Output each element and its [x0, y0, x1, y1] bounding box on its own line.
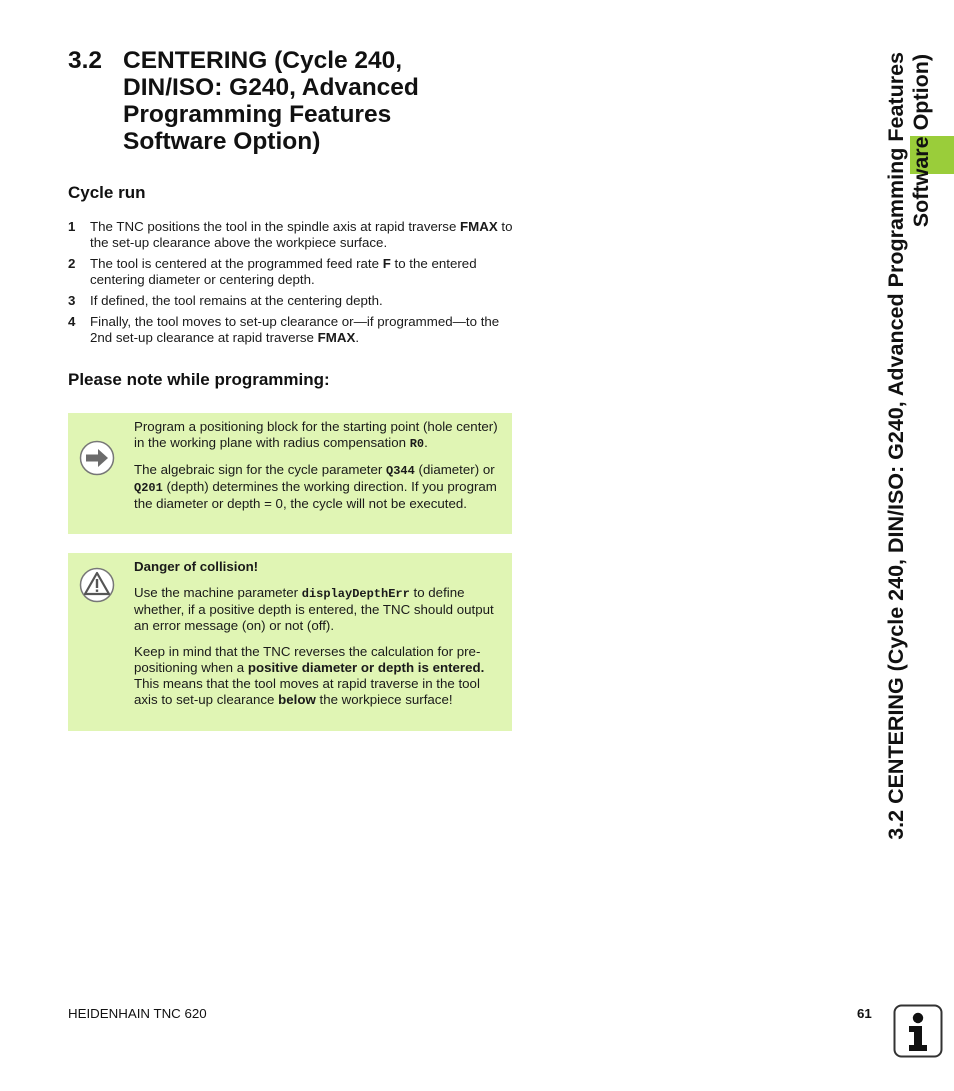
warning-text: Use the machine parameter	[134, 585, 302, 600]
step-number: 1	[68, 219, 76, 234]
section-number: 3.2	[68, 47, 103, 74]
step-bold: F	[382, 256, 391, 271]
step-item	[68, 314, 513, 346]
step-bold: FMAX	[460, 219, 498, 234]
note-paragraph	[134, 462, 504, 512]
step-text: .	[355, 330, 360, 345]
title-line: Programming Features	[123, 101, 392, 128]
warning-paragraph	[134, 644, 504, 708]
step-text: to the entered centering diameter or centering depth.	[90, 256, 477, 287]
footer-product-name: HEIDENHAIN TNC 620	[68, 1006, 207, 1021]
step-item	[68, 256, 513, 288]
step-text: The tool is centered at the programmed feed rate	[90, 256, 383, 271]
warning-box	[68, 553, 512, 731]
warning-title-text: Danger of collision!	[134, 559, 259, 574]
warning-title	[134, 559, 504, 575]
warning-paragraph	[134, 585, 504, 634]
step-number: 3	[68, 293, 76, 308]
cycle-run-heading: Cycle run	[68, 183, 146, 202]
cycle-run-steps	[68, 219, 513, 351]
title-line: Software Option)	[123, 128, 321, 155]
step-item	[68, 219, 513, 251]
running-title	[884, 52, 954, 988]
note-text: (diameter) or	[414, 462, 495, 477]
running-title-line: Software Option)	[909, 54, 933, 228]
title-line: DIN/ISO: G240, Advanced	[123, 74, 419, 101]
running-title-line: 3.2 CENTERING (Cycle 240, DIN/ISO: G240, Advanced Programming Features	[884, 52, 908, 840]
notes-heading: Please note while programming:	[68, 370, 330, 389]
note-box	[68, 413, 512, 534]
note-text: The algebraic sign for the cycle parameter	[134, 462, 387, 477]
title-line: CENTERING (Cycle 240,	[123, 47, 403, 74]
note-content	[134, 419, 504, 522]
note-text: (depth) determines the working direction. If you program the diameter or depth = 0, the cycle will not be executed.	[134, 479, 497, 511]
code-r0: R0	[409, 437, 425, 451]
note-paragraph	[134, 419, 504, 452]
step-text: to the set-up clearance above the workpiece surface.	[90, 219, 513, 250]
warning-triangle-icon	[79, 567, 115, 603]
warning-text: the workpiece surface!	[315, 692, 453, 707]
info-icon[interactable]	[893, 1004, 943, 1058]
step-bold: FMAX	[317, 330, 356, 345]
warning-content	[134, 559, 504, 718]
step-text: If defined, the tool remains at the centering depth.	[90, 293, 383, 308]
running-title-text	[884, 52, 954, 988]
step-text: Finally, the tool moves to set-up clearance or—if programmed—to the 2nd set-up clearance at rapid traverse	[90, 314, 500, 345]
step-number: 4	[68, 314, 76, 329]
arrow-right-icon	[79, 440, 115, 476]
code-displaydeptherr: displayDepthErr	[301, 587, 410, 601]
step-text: The TNC positions the tool in the spindle axis at rapid traverse	[90, 219, 461, 234]
note-text: Program a positioning block for the starting point (hole center) in the working plane with radius compensation	[134, 419, 498, 450]
warning-text: to define whether, if a positive depth is entered, the TNC should output an error message (on) or not (off).	[134, 585, 494, 633]
warning-text: This means that the tool moves at rapid traverse in the tool axis to set-up clearance	[134, 676, 480, 707]
warning-bold: positive diameter or depth is entered.	[247, 660, 485, 675]
code-q201: Q201	[134, 481, 163, 495]
step-number: 2	[68, 256, 76, 271]
warning-bold: below	[278, 692, 316, 707]
code-q344: Q344	[386, 464, 415, 478]
step-item	[68, 293, 513, 309]
page-number: 61	[857, 1006, 872, 1021]
note-text: .	[424, 435, 428, 450]
section-title	[123, 47, 503, 155]
warning-text: Keep in mind that the TNC reverses the calculation for pre-positioning when a	[134, 644, 481, 675]
